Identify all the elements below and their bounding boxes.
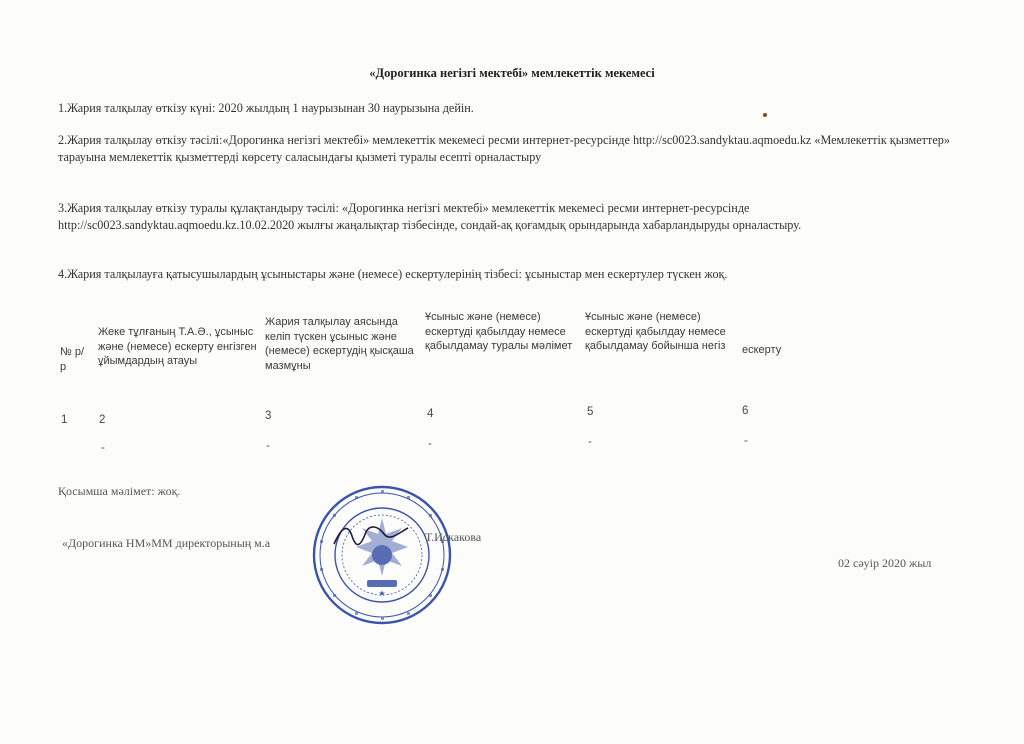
table-cell-dash: - (744, 435, 748, 447)
table-cell-dash: - (266, 440, 270, 452)
document-title: «Дорогинка негізгі мектебі» мемлекеттік мекемесі (369, 66, 655, 80)
ink-dot (763, 113, 767, 117)
column-number-1: 1 (61, 414, 68, 426)
item-4: 4.Жария талқылауға қатысушылардың ұсыныстары және (немесе) ескертулерінің тізбесі: ұсыныстар мен ескертулер түскен жоқ. (58, 267, 728, 281)
column-number-5: 5 (587, 406, 594, 418)
column-number-4: 4 (427, 408, 434, 420)
table-cell-dash: - (428, 438, 432, 450)
document-date: 02 сәуір 2020 жыл (838, 556, 932, 570)
column-number-2: 2 (99, 414, 106, 426)
table-header-basis: Ұсыныс және (немесе) ескертуді қабылдау немесе қабылдамау бойынша негіз (585, 311, 726, 352)
signature-line: «Дорогинка НМ»ММ директорының м.а (62, 536, 271, 550)
item-2: 2.Жария талқылау өткізу тәсілі:«Дорогинка негізгі мектебі» мемлекеттік мекемесі ресми интернет-ресурсінде http://sc0023.sandyktau.aqmoedu.kz «Мемлекеттік қызметтер» тарауына мемлекеттік қызметтерді көрсету саласындағы қызметі туралы есепті орналастыру (58, 133, 950, 164)
table-header-note: ескерту (742, 344, 782, 356)
additional-info: Қосымша мәлімет: жоқ. (58, 484, 181, 498)
table-header-decision: Ұсыныс және (немесе) ескертуді қабылдау немесе қабылдамау туралы мәлімет (425, 311, 573, 352)
table-header-name: Жеке тұлғаның Т.А.Ә., ұсыныс және (немесе) ескерту енгізген ұйымдардың атауы (98, 326, 257, 367)
table-header-content: Жария талқылау аясында келіп түскен ұсыныс және (немесе) ескертудің қысқаша мазмұны (265, 316, 414, 372)
state-emblem-stamp-icon (311, 484, 453, 631)
item-3: 3.Жария талқылау өткізу туралы құлақтандыру тәсілі: «Дорогинка негізгі мектебі» мемлекеттік мекемесі ресми интернет-ресурсінде http://sc0023.sandyktau.aqmoedu.kz.10.02.2020 жылғы жаңалықтар тізбесінде, сондай-ақ қоғамдық орындарында хабарландыруды орналастыру. (58, 201, 802, 232)
item-1: 1.Жария талқылау өткізу күні: 2020 жылдың 1 наурызынан 30 наурызына дейін. (58, 101, 474, 115)
svg-text:★: ★ (378, 589, 386, 598)
column-number-6: 6 (742, 405, 749, 417)
handwritten-signature-icon (330, 520, 410, 555)
column-number-3: 3 (265, 410, 272, 422)
table-cell-dash: - (588, 436, 592, 448)
table-header-number: № р/р (60, 346, 85, 373)
signatory-name: Т.Искакова (425, 530, 482, 544)
table-cell-dash: - (101, 442, 105, 454)
